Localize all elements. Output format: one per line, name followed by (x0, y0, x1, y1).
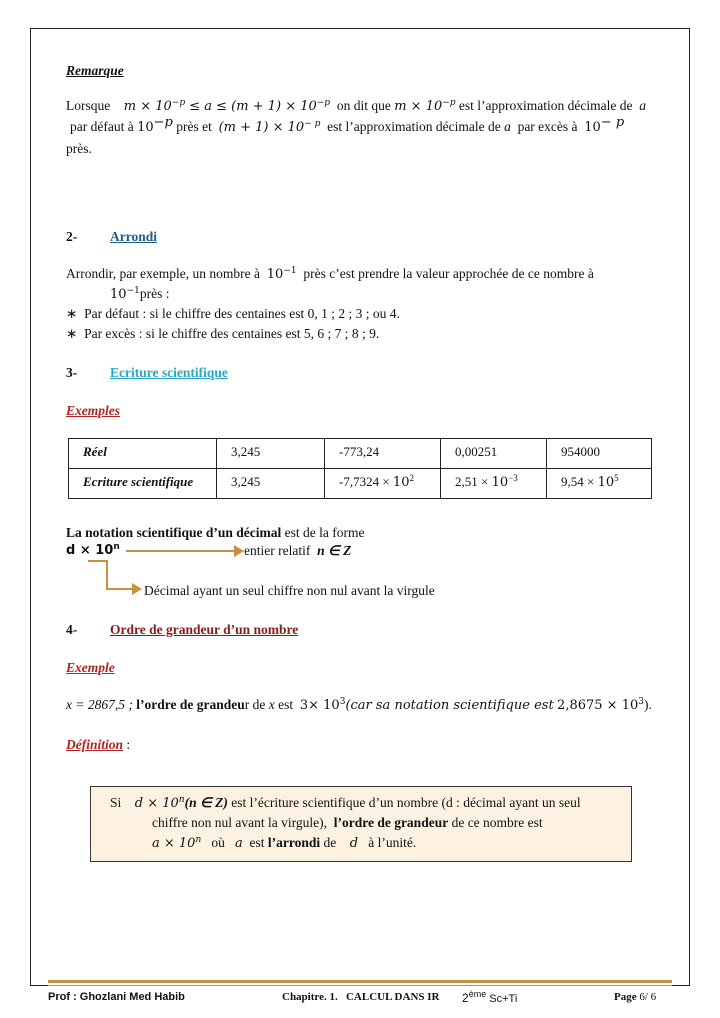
definition-heading: Définition (66, 737, 124, 752)
definition-line-2: chiffre non nul avant la virgule), l’ordre de grandeur de ce nombre est (152, 815, 543, 830)
table-cell: $2,51 \times 10^{-3}$ (441, 469, 547, 499)
table-cell: -773,24 (325, 439, 441, 469)
exemples-heading: Exemples (66, 403, 120, 418)
arrondi-line-2: $10^{-1}près$ : (110, 286, 170, 302)
footer-rule-thin (48, 985, 672, 986)
table-cell: $9,54 \times 10^5$ (547, 469, 652, 499)
arrow-to-decimal-seg2 (106, 560, 108, 590)
row-label-reel: Réel (69, 439, 217, 469)
remarque-line-1: Lorsque $m \times 10^{-p} \le a \le (m + 1) \times 10^{-p}$ on dit que $m \times 10^{-p}$ est l’approximation décimale de a (66, 98, 646, 114)
notation-sentence: La notation scientifique d’un décimal est de la forme (66, 525, 365, 540)
table-cell: 954000 (547, 439, 652, 469)
decimal-note: Décimal ayant un seul chiffre non nul avant la virgule (144, 583, 435, 598)
row-label-ecriture: Ecriture scientifique (69, 469, 217, 499)
footer-niveau: 2ème Sc+Ti (462, 989, 518, 1005)
arrondi-bullet-1: ∗ Par défaut : si le chiffre des centaines est 0, 1 ; 2 ; 3 ; ou 4. (66, 306, 400, 321)
arrondi-bullet-2: ∗ Par excès : si le chiffre des centaines est 5, 6 ; 7 ; 8 ; 9. (66, 326, 380, 341)
notation-formula: $d \times 10^n$ (66, 542, 120, 558)
scientific-notation-table (68, 438, 652, 499)
footer-chapitre: Chapitre. 1. CALCUL DANS IR (282, 991, 440, 1003)
section-2-number: 2- (66, 229, 78, 244)
section-3-number: 3- (66, 365, 78, 380)
table-cell: $-7,7324 \times 10^2$ (325, 469, 441, 499)
bullet-icon: ∗ (66, 306, 78, 321)
arrow-to-entier (126, 550, 236, 552)
arrow-head-icon (234, 545, 244, 557)
arrondi-line-1: Arrondir, par exemple, un nombre à $10^{-1}$ près c’est prendre la valeur approchée de ce nombre à (66, 266, 594, 282)
exemple-heading: Exemple (66, 660, 115, 675)
section-2-title: Arrondi (110, 229, 158, 244)
ordre-example-line: x = 2867,5 ; l’ordre de grandeur de x est $3\times 10^3(car$ sa notation scientifique est $2,8675 \times 10^3$). (66, 697, 652, 713)
section-3-title: Ecriture scientifique (110, 365, 228, 380)
table-cell: 0,00251 (441, 439, 547, 469)
definition-line-3: $a \times 10^n$ où a est l’arrondi de d à l’unité. (152, 835, 417, 851)
section-4-title: Ordre de grandeur d’un nombre (110, 622, 299, 637)
remarque-line-3: près. (66, 141, 92, 156)
entier-label: entier relatif n ∈ Z (244, 543, 352, 558)
footer-page: Page 6/ 6 (614, 991, 657, 1003)
definition-line-1: Si $d \times 10^n(n$ ∈ Z) est l’écriture scientifique d’un nombre (d : décimal ayant un seul (110, 795, 581, 811)
arrow-to-decimal-seg3 (106, 588, 134, 590)
table-cell: 3,245 (217, 439, 325, 469)
table-row (69, 439, 652, 469)
bullet-icon: ∗ (66, 326, 78, 341)
arrow-head-icon (132, 583, 142, 595)
footer-prof: Prof : Ghozlani Med Habib (48, 991, 185, 1003)
remarque-line-2: par défaut à $10^{-p}$ près et $(m + 1) \times 10^{- p}$ est l’approximation décimale de a par excès à $10^{- p}$ (70, 115, 625, 135)
footer-rule-thick (48, 980, 672, 983)
remarque-heading: Remarque (66, 63, 124, 78)
definition-heading-line: Définition : (66, 737, 131, 752)
section-4-number: 4- (66, 622, 78, 637)
table-row (69, 469, 652, 499)
table-cell: 3,245 (217, 469, 325, 499)
arrow-to-decimal-seg1 (88, 560, 108, 562)
